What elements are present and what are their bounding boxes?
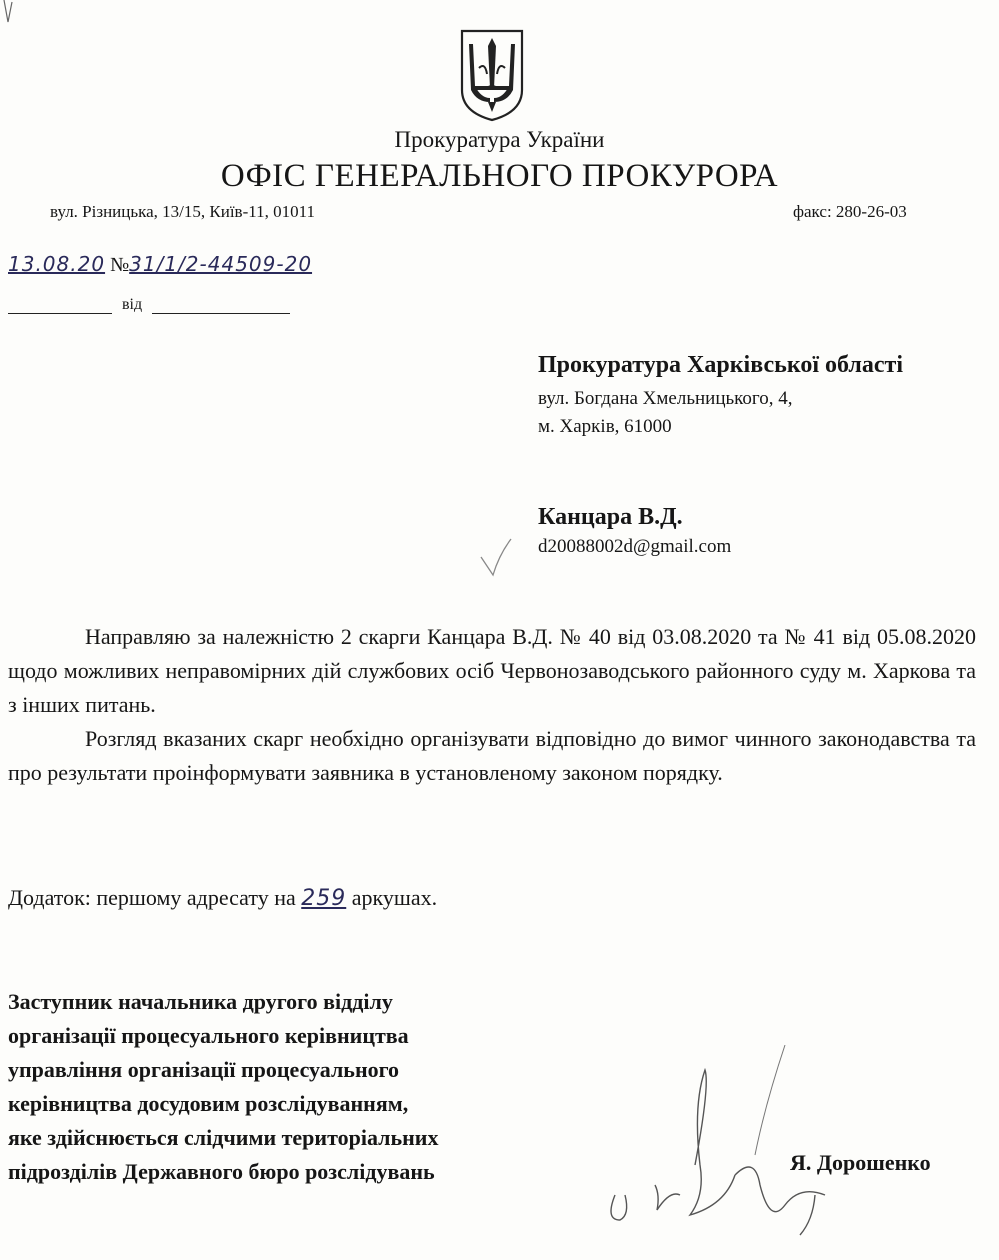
org-fax: факс: 280-26-03 (793, 202, 907, 221)
recipient1-street: вул. Богдана Хмельницького, 4, (538, 388, 793, 409)
recipient1-city: м. Харків, 61000 (538, 416, 672, 437)
registration-date: 13.08.20 (8, 252, 106, 276)
registration-line (8, 252, 312, 277)
annex-count: 259 (301, 886, 347, 911)
org-address: вул. Різницька, 13/15, Київ-11, 01011 (50, 202, 315, 221)
position-line: яке здійснюється слідчими територіальних (8, 1125, 439, 1150)
recipient2-name: Канцара В.Д. (538, 504, 683, 530)
signer-name: Я. Дорошенко (790, 1150, 931, 1175)
registration-number: 31/1/2-44509-20 (129, 252, 313, 276)
blank-line (8, 313, 112, 314)
position-line: підрозділів Державного бюро розслідувань (8, 1159, 435, 1184)
position-line: Заступник начальника другого відділу (8, 989, 393, 1014)
blank-line (152, 313, 290, 314)
recipient1-name: Прокуратура Харківської області (538, 352, 903, 378)
org-name: ОФІС ГЕНЕРАЛЬНОГО ПРОКУРОРА (220, 158, 779, 194)
letter-body (8, 620, 976, 790)
org-parent-name: Прокуратура України (394, 127, 605, 152)
position-line: управління організації процесуального (8, 1057, 400, 1082)
check-mark-icon (475, 535, 515, 580)
recipient2-email: d20088002d@gmail.com (538, 536, 732, 557)
body-paragraph-2: Розгляд вказаних скарг необхідно організувати відповідно до вимог чинного законодавства та про результати проінформувати заявника в установленому законом порядку. (8, 726, 976, 785)
annex-suffix: аркушах. (351, 885, 438, 910)
trident-emblem-icon (459, 28, 525, 122)
reply-reference-row (8, 296, 290, 314)
signatory-position (8, 985, 438, 1189)
vid-label: від (122, 296, 143, 313)
registration-number-prefix: № (110, 254, 130, 276)
body-paragraph-1: Направляю за належністю 2 скарги Канцара В.Д. № 40 від 03.08.2020 та № 41 від 05.08.2020 щодо можливих неправомірних дій службових осіб Червонозаводського районного суду м. Харкова та з інших питань. (8, 624, 976, 717)
position-line: керівництва досудовим розслідуванням, (8, 1091, 409, 1116)
pen-mark (0, 0, 30, 30)
annex-prefix: Додаток: першому адресату на (8, 885, 296, 910)
position-line: організації процесуального керівництва (8, 1023, 409, 1048)
handwritten-signature (585, 1045, 835, 1245)
annex-line (8, 885, 437, 911)
